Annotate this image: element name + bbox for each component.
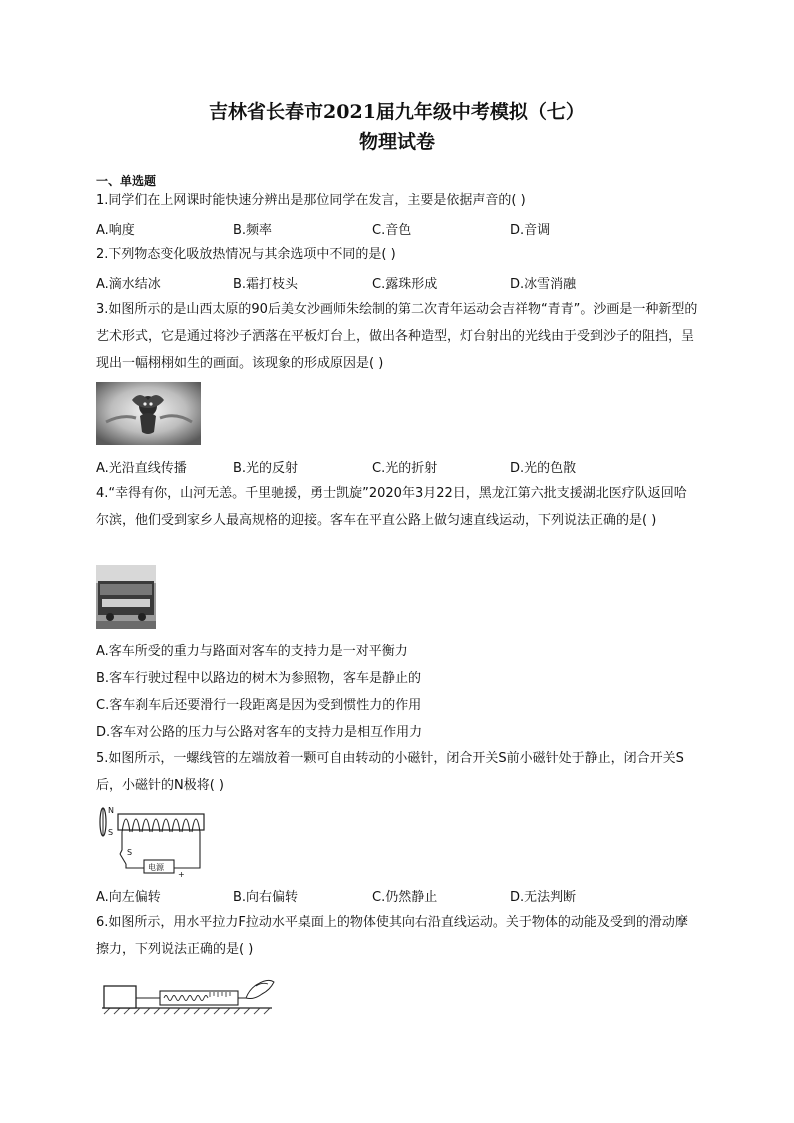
question-1-stem: 1.同学们在上网课时能快速分辨出是那位同学在发言，主要是依据声音的( ): [96, 193, 526, 208]
question-2-options: [96, 273, 696, 293]
q5-option-d[interactable]: D.无法判断: [510, 890, 577, 905]
q3-option-c[interactable]: C.光的折射: [372, 461, 438, 476]
plus-terminal-label: +: [178, 870, 185, 878]
needle-north-label: N: [108, 806, 114, 815]
q3-option-b[interactable]: B.光的反射: [233, 461, 299, 476]
q5-option-b[interactable]: B.向右偏转: [233, 890, 299, 905]
q4-option-d[interactable]: D.客车对公路的压力与公路对客车的支持力是相互作用力: [96, 725, 423, 740]
section-heading: 一、单选题: [96, 174, 157, 188]
q3-option-d[interactable]: D.光的色散: [510, 461, 577, 476]
q2-option-c[interactable]: C.露珠形成: [372, 277, 438, 292]
q5-option-c[interactable]: C.仍然静止: [372, 890, 438, 905]
q1-option-a[interactable]: A.响度: [96, 223, 135, 238]
solenoid-circuit-diagram: [96, 802, 208, 878]
spring-scale-diagram: [100, 970, 280, 1022]
question-3-stem: 3.如图所示的是山西太原的90后美女沙画师朱绘制的第二次青年运动会吉祥物“青青”。沙画是一种新型的艺术形式，它是通过将沙子洒落在平板灯台上，做出各种造型，灯台射出的光线由于受到沙子的阻挡，呈现出一幅栩栩如生的画面。该现象的形成原因是( ): [96, 302, 698, 371]
question-4-stem: 4.“幸得有你，山河无恙。千里驰援，勇士凯旋”2020年3月22日，黑龙江第六批支援湖北医疗队返回哈尔滨，他们受到家乡人最高规格的迎接。客车在平直公路上做匀速直线运动，下列说法正确的是( ): [96, 486, 687, 528]
exam-title: 吉林省长春市2021届九年级中考模拟（七）: [209, 101, 585, 123]
switch-label: S: [127, 848, 133, 857]
question-3-options: [96, 457, 696, 477]
question-2-stem: 2.下列物态变化吸放热情况与其余选项中不同的是( ): [96, 247, 396, 262]
question-1-options: [96, 219, 696, 239]
q1-option-c[interactable]: C.音色: [372, 223, 412, 238]
q1-option-d[interactable]: D.音调: [510, 223, 551, 238]
power-source-label: 电源: [148, 863, 164, 872]
exam-subtitle: 物理试卷: [358, 131, 435, 153]
q4-option-c[interactable]: C.客车刹车后还要滑行一段距离是因为受到惯性力的作用: [96, 698, 422, 713]
question-6-stem: 6.如图所示，用水平拉力F拉动水平桌面上的物体使其向右沿直线运动。关于物体的动能及受到的滑动摩擦力，下列说法正确的是( ): [96, 915, 688, 957]
q5-option-a[interactable]: A.向左偏转: [96, 890, 161, 905]
q4-option-b[interactable]: B.客车行驶过程中以路边的树木为参照物，客车是静止的: [96, 671, 422, 686]
q2-option-d[interactable]: D.冰雪消融: [510, 277, 577, 292]
needle-south-label: S: [108, 828, 114, 837]
q2-option-b[interactable]: B.霜打枝头: [233, 277, 299, 292]
q4-option-a[interactable]: A.客车所受的重力与路面对客车的支持力是一对平衡力: [96, 644, 408, 659]
question-5-stem: 5.如图所示，一螺线管的左端放着一颗可自由转动的小磁针，闭合开关S前小磁针处于静止，闭合开关S后，小磁针的N极将( ): [96, 751, 684, 793]
bus-photo-image: [96, 565, 156, 629]
question-5-options: [96, 886, 696, 906]
q3-option-a[interactable]: A.光沿直线传播: [96, 461, 187, 476]
q2-option-a[interactable]: A.滴水结冰: [96, 277, 161, 292]
q1-option-b[interactable]: B.频率: [233, 223, 273, 238]
sand-painting-image: [96, 382, 201, 445]
